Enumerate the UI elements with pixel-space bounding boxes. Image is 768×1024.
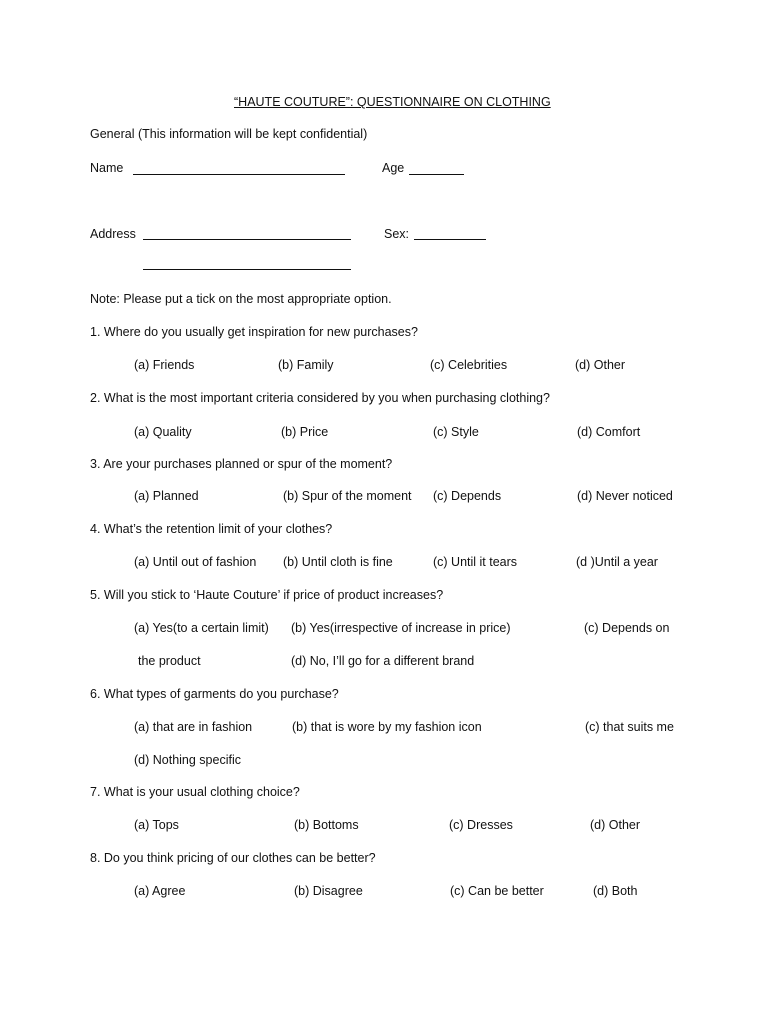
sex-label: Sex: [384, 227, 410, 241]
question-1: 1. Where do you usually get inspiration for new purchases? [90, 325, 418, 339]
q2-option-b[interactable]: (b) Price [281, 425, 329, 439]
q3-option-d[interactable]: (d) Never noticed [577, 489, 673, 503]
address-field-line-1[interactable] [143, 239, 351, 240]
q4-option-a[interactable]: (a) Until out of fashion [134, 555, 257, 569]
sex-field[interactable] [414, 239, 486, 240]
q6-option-a[interactable]: (a) that are in fashion [134, 720, 253, 734]
question-6: 6. What types of garments do you purchase? [90, 687, 339, 701]
address-label: Address [90, 227, 136, 241]
q3-option-c[interactable]: (c) Depends [433, 489, 502, 503]
q8-option-d[interactable]: (d) Both [593, 884, 638, 898]
question-7: 7. What is your usual clothing choice? [90, 785, 300, 799]
q5-option-b[interactable]: (b) Yes(irrespective of increase in price) [291, 621, 511, 635]
q6-option-c[interactable]: (c) that suits me [585, 720, 674, 734]
q1-option-c[interactable]: (c) Celebrities [430, 358, 508, 372]
question-2: 2. What is the most important criteria considered by you when purchasing clothing? [90, 391, 550, 405]
q1-option-d[interactable]: (d) Other [575, 358, 626, 372]
q4-option-b[interactable]: (b) Until cloth is fine [283, 555, 393, 569]
page-title: “HAUTE COUTURE”: QUESTIONNAIRE ON CLOTHING [234, 95, 551, 109]
q8-option-a[interactable]: (a) Agree [134, 884, 186, 898]
q4-option-d[interactable]: (d )Until a year [576, 555, 658, 569]
q3-option-b[interactable]: (b) Spur of the moment [283, 489, 412, 503]
q5-option-c-continued[interactable]: the product [138, 654, 201, 668]
q5-option-d[interactable]: (d) No, I’ll go for a different brand [291, 654, 475, 668]
q7-option-a[interactable]: (a) Tops [134, 818, 179, 832]
q2-option-a[interactable]: (a) Quality [134, 425, 192, 439]
question-3: 3. Are your purchases planned or spur of the moment? [90, 457, 393, 471]
age-label: Age [382, 161, 405, 175]
q6-option-b[interactable]: (b) that is wore by my fashion icon [292, 720, 482, 734]
q5-option-a[interactable]: (a) Yes(to a certain limit) [134, 621, 269, 635]
q2-option-d[interactable]: (d) Comfort [577, 425, 641, 439]
q8-option-c[interactable]: (c) Can be better [450, 884, 544, 898]
address-field-line-2[interactable] [143, 269, 351, 270]
q7-option-b[interactable]: (b) Bottoms [294, 818, 359, 832]
q1-option-b[interactable]: (b) Family [278, 358, 334, 372]
q4-option-c[interactable]: (c) Until it tears [433, 555, 518, 569]
general-label: General [90, 127, 135, 141]
q7-option-d[interactable]: (d) Other [590, 818, 641, 832]
confidential-note: (This information will be kept confidential) [137, 127, 368, 141]
q2-option-c[interactable]: (c) Style [433, 425, 479, 439]
q3-option-a[interactable]: (a) Planned [134, 489, 199, 503]
name-label: Name [90, 161, 124, 175]
q1-option-a[interactable]: (a) Friends [134, 358, 195, 372]
age-field[interactable] [409, 174, 464, 175]
q8-option-b[interactable]: (b) Disagree [294, 884, 363, 898]
q5-option-c[interactable]: (c) Depends on [584, 621, 670, 635]
general-heading [90, 126, 367, 142]
q7-option-c[interactable]: (c) Dresses [449, 818, 513, 832]
question-8: 8. Do you think pricing of our clothes can be better? [90, 851, 376, 865]
question-4: 4. What’s the retention limit of your clothes? [90, 522, 333, 536]
instruction-note: Note: Please put a tick on the most appropriate option. [90, 292, 392, 306]
q6-option-d[interactable]: (d) Nothing specific [134, 753, 241, 767]
name-field[interactable] [133, 174, 345, 175]
question-5: 5. Will you stick to ‘Haute Couture’ if price of product increases? [90, 588, 444, 602]
